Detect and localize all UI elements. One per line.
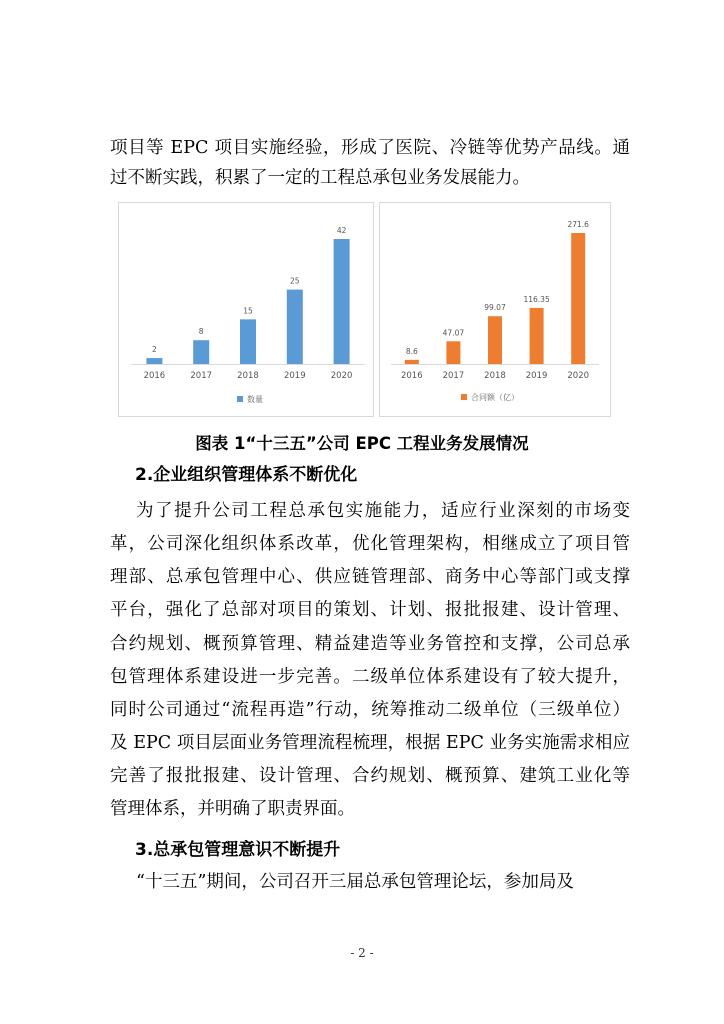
paragraph-line: 包管理体系建设进一步完善。二级单位体系建设有了较大提升， — [110, 667, 630, 687]
tick-label: 2020 — [567, 371, 590, 381]
paragraph-line: 为了提升公司工程总承包实施能力，适应行业深刻的市场变 — [136, 501, 630, 521]
chart-count — [119, 203, 373, 416]
data-label: 8 — [198, 327, 204, 337]
tick-label: 2020 — [330, 371, 353, 381]
bar — [287, 290, 303, 364]
tick-label: 2019 — [525, 371, 548, 381]
bar — [146, 358, 162, 364]
tick-label: 2016 — [400, 371, 423, 381]
bar — [488, 316, 502, 364]
bar — [240, 319, 256, 364]
legend-label: 数量 — [247, 395, 263, 404]
chart-panel-count — [118, 202, 374, 417]
tick-label: 2019 — [283, 371, 306, 381]
data-label: 25 — [290, 276, 300, 286]
data-label: 15 — [243, 306, 253, 316]
legend-swatch — [461, 394, 467, 400]
paragraph-line: 同时公司通过“流程再造”行动，统筹推动二级单位（三级单位） — [110, 700, 630, 720]
paragraph-line: 项目等 EPC 项目实施经验，形成了医院、冷链等优势产品线。通 — [110, 138, 630, 158]
tick-label: 2017 — [190, 371, 213, 381]
paragraph-line: 革，公司深化组织体系改革，优化管理架构，相继成立了项目管 — [110, 534, 630, 554]
data-label: 271.6 — [567, 220, 589, 229]
paragraph-line: “十三五”期间，公司召开三届总承包管理论坛，参加局及 — [136, 872, 574, 892]
bar — [446, 341, 460, 364]
legend-swatch — [237, 396, 243, 402]
bar — [334, 239, 350, 364]
data-label: 47.07 — [442, 328, 465, 338]
figure-caption: 图表 1“十三五”公司 EPC 工程业务发展情况 — [195, 434, 529, 453]
section-heading-3: 3.总承包管理意识不断提升 — [135, 840, 341, 860]
paragraph-line: 完善了报批报建、设计管理、合约规划、概预算、建筑工业化等 — [110, 766, 630, 786]
tick-label: 2018 — [237, 371, 259, 381]
tick-label: 2018 — [484, 371, 506, 381]
section-heading-2: 2.企业组织管理体系不断优化 — [135, 465, 358, 485]
data-label: 99.07 — [484, 303, 506, 313]
paragraph-line: 过不断实践，积累了一定的工程总承包业务发展能力。 — [110, 168, 530, 188]
data-label: 116.35 — [523, 294, 550, 304]
chart-contract-amount — [380, 203, 610, 416]
page-number: - 2 - — [350, 946, 374, 960]
legend-label: 合同额（亿） — [471, 393, 519, 402]
data-label: 42 — [336, 226, 347, 235]
tick-label: 2017 — [442, 371, 465, 381]
bar — [571, 233, 585, 364]
paragraph-line: 理部、总承包管理中心、供应链管理部、商务中心等部门或支撑 — [110, 567, 630, 587]
paragraph-line: 合约规划、概预算管理、精益建造等业务管控和支撑，公司总承 — [110, 634, 630, 654]
bar — [405, 360, 419, 364]
paragraph-line: 管理体系，并明确了职责界面。 — [110, 799, 355, 819]
bar — [193, 340, 209, 364]
paragraph-line: 及 EPC 项目层面业务管理流程梳理，根据 EPC 业务实施需求相应 — [110, 733, 630, 753]
bar — [530, 308, 544, 364]
chart-panel-amount — [379, 202, 611, 417]
tick-label: 2016 — [143, 371, 166, 381]
paragraph-line: 平台，强化了总部对项目的策划、计划、报批报建、设计管理、 — [110, 600, 630, 620]
data-label: 8.6 — [405, 346, 418, 356]
data-label: 2 — [152, 345, 157, 355]
